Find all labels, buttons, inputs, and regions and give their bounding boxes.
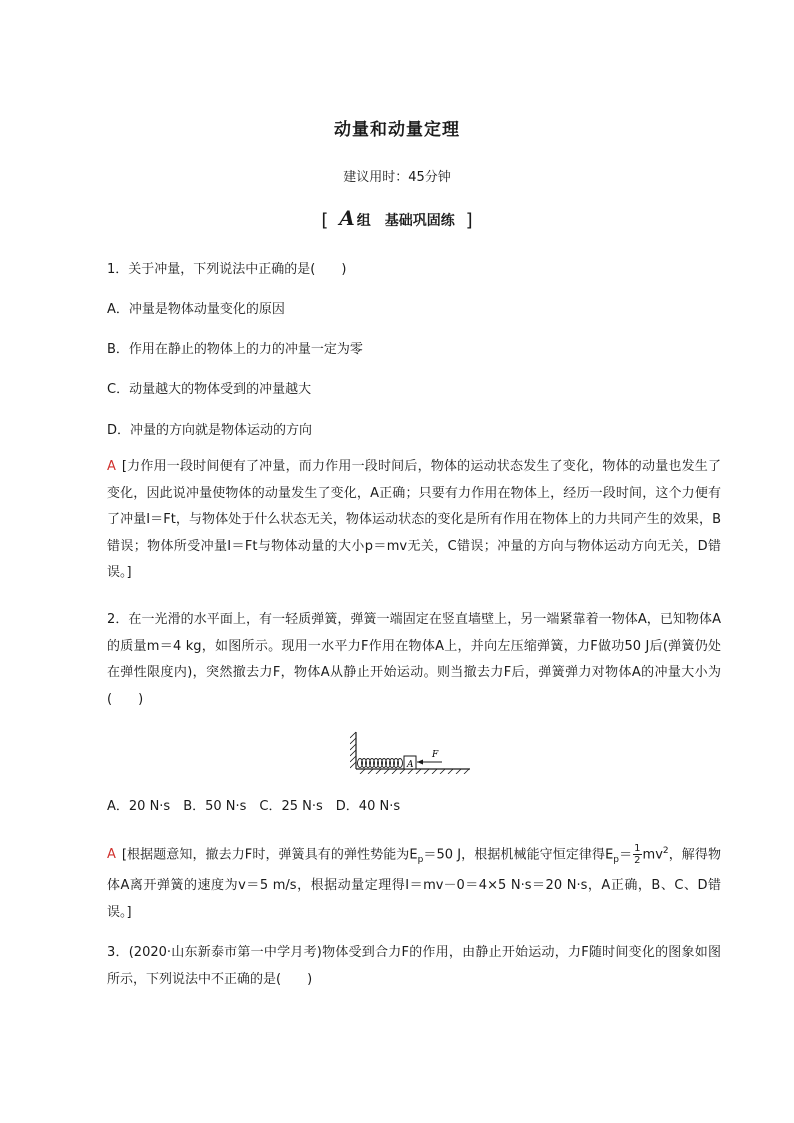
q1-option-c: C．动量越大的物体受到的冲量越大 — [107, 382, 312, 397]
spring-block-figure — [350, 730, 472, 774]
q2-options: A．20 N·s B．50 N·s C．25 N·s D．40 N·s — [107, 799, 401, 814]
suggested-time: 建议用时：45分钟 — [343, 170, 451, 185]
fraction-numerator: 1 — [634, 843, 641, 855]
q1-option-d: D．冲量的方向就是物体运动的方向 — [107, 423, 313, 438]
group-bracket-close: ] — [465, 210, 473, 231]
q2-exp-part1: [根据题意知，撤去力F时，弹簧具有的弹性势能为E — [121, 847, 418, 863]
spring — [358, 759, 403, 768]
q2-exp-sub1: p — [417, 854, 424, 865]
q2-exp-sup: 2 — [662, 846, 669, 856]
group-letter: A — [339, 206, 355, 230]
fraction-denominator: 2 — [634, 855, 641, 867]
group-name: 组 — [356, 213, 371, 229]
one-half-fraction — [633, 843, 641, 866]
force-arrowhead — [417, 760, 423, 765]
force-label: F — [432, 750, 439, 760]
q2-exp-sub2: p — [613, 854, 619, 865]
q1-answer-explanation — [107, 454, 721, 587]
group-header — [0, 206, 794, 231]
block-a-label: A — [407, 760, 414, 770]
group-title: 基础巩固练 — [384, 213, 455, 229]
q1-answer-letter: A — [107, 459, 116, 474]
q2-answer-explanation — [107, 838, 721, 926]
q2-exp-part4: mv — [642, 847, 663, 863]
q3-stem: 3．(2020·山东新泰市第一中学月考)物体受到合力F的作用，由静止开始运动，力F随时间变化的图象如图所示，下列说法中不正确的是( ) — [107, 945, 721, 987]
q1-explanation-text: [力作用一段时间便有了冲量，而力作用一段时间后，物体的运动状态发生了变化，物体的动量也发生了变化，因此说冲量使物体的动量发生了变化，A正确；只要有力作用在物体上，经历一段时间，这个力便有了冲量I＝Ft，与物体处于什么状态无关，物体运动状态的变化是所有作用在物体上的力共同产生的效果，B错误；物体所受冲量I＝Ft与物体动量的大小p＝mv无关，C错误；冲量的方向与物体运动方向无关，D错误。] — [107, 459, 721, 580]
q2-stem: 2．在一光滑的水平面上，有一轻质弹簧，弹簧一端固定在竖直墙壁上，另一端紧靠着一物体A，已知物体A的质量m＝4 kg，如图所示。现用一水平力F作用在物体A上，并向左压缩弹簧，力F做功50 J后(弹簧仍处在弹性限度内)，突然撤去力F，物体A从静止开始运动。则当撤去力F后，弹簧弹力对物体A的冲量大小为( ) — [107, 612, 721, 707]
page-title: 动量和动量定理 — [334, 120, 460, 140]
q2-exp-part5: ，解得物体A离开弹簧的速度为v＝5 m/s，根据动量定理得I＝mv－0＝4×5 N·s＝20 N·s，A正确，B、C、D错误。] — [107, 847, 721, 920]
q1-stem: 1．关于冲量，下列说法中正确的是( ) — [107, 262, 347, 277]
q2-answer-letter: A — [107, 847, 116, 863]
group-bracket-open: [ — [321, 210, 329, 231]
q1-option-b: B．作用在静止的物体上的力的冲量一定为零 — [107, 342, 363, 357]
q2-exp-part2: ＝50 J，根据机械能守恒定律得E — [423, 847, 614, 863]
q1-option-a: A．冲量是物体动量变化的原因 — [107, 302, 285, 317]
q2-exp-part3: ＝ — [619, 847, 633, 863]
